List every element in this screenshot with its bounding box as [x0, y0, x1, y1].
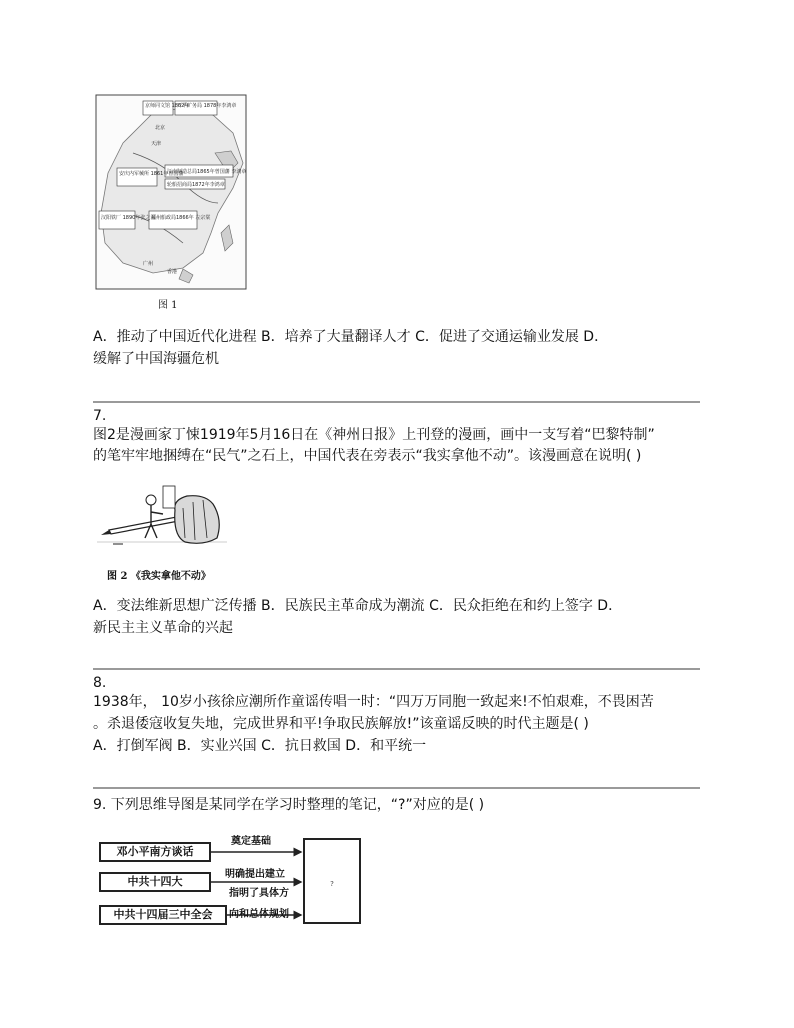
q7-number: 7.	[93, 408, 107, 424]
q7-options-line1: A．变法维新思想广泛传播 B．民族民主革命成为潮流 C．民众拒绝在和约上签字 D．	[93, 598, 623, 614]
q8-stem-line1: 1938年， 10岁小孩徐应潮所作童谣传唱一时：“四万万同胞一致起来!不怕艰难，不畏困苦	[93, 694, 654, 710]
mindmap-node-14th-congress: 中共十四大	[99, 872, 211, 892]
map-city-beijing: 北京	[155, 125, 166, 131]
divider	[93, 668, 700, 670]
map-label-box3: 安庆内军械所 1861年曾国藩	[119, 171, 184, 177]
mindmap-node-3rd-plenum: 中共十四届三中全会	[99, 905, 227, 925]
map-label-box1: 京师同文馆 1862年	[145, 103, 190, 109]
map-label-box2: 开平矿务局 1878年李鸿章	[177, 103, 237, 109]
q7-stem-line1: 图2是漫画家丁悚1919年5月16日在《神州日报》上刊登的漫画，画中一支写着“巴黎特制”	[93, 427, 655, 443]
q9-mindmap	[93, 832, 373, 932]
map-label-box7: 汉阳铁厂 1890年张之洞	[101, 215, 156, 221]
q9-stem: 9. 下列思维导图是某同学在学习时整理的笔记，“?”对应的是( )	[93, 797, 485, 813]
mindmap-edge-label-1: 奠定基础	[231, 836, 271, 847]
map-city-tianjin: 天津	[151, 141, 162, 147]
mindmap-edge-label-2: 明确提出建立	[225, 869, 285, 880]
mindmap-target-mark: ?	[330, 881, 334, 888]
divider	[93, 401, 700, 403]
q8-number: 8.	[93, 675, 107, 691]
mindmap-edge-label-3a: 指明了具体方	[229, 888, 289, 899]
q7-figure-caption: 图 2 《我实拿他不动》	[107, 571, 211, 582]
q6-figure-caption: 图 1	[158, 300, 178, 311]
map-label-box6: 福州船政局1866年 左宗棠	[151, 215, 211, 221]
q6-map-figure	[93, 93, 249, 293]
cartoon-illustration	[93, 480, 231, 562]
map-city-hongkong: 香港	[167, 269, 178, 275]
q7-cartoon-figure	[93, 480, 231, 562]
map-label-box4: 江南制造总局1865年曾国藩 李鸿章	[167, 169, 247, 175]
q7-stem-line2: 的笔牢牢地捆缚在“民气”之石上，中国代表在旁表示“我实拿他不动”。该漫画意在说明( )	[93, 448, 642, 464]
q8-options: A．打倒军阀 B．实业兴国 C．抗日救国 D．和平统一	[93, 738, 427, 754]
map-city-guangzhou: 广州	[143, 261, 154, 267]
mindmap-node-southern-talks: 邓小平南方谈话	[99, 842, 211, 862]
mindmap-edge-label-3b: 向和总体规划	[229, 909, 289, 920]
divider	[93, 787, 700, 789]
map-illustration	[93, 93, 249, 293]
q8-stem-line2: 。杀退倭寇收复失地，完成世界和平!争取民族解放!”该童谣反映的时代主题是( )	[93, 716, 589, 732]
map-label-box5: 轮船招商局1872年李鸿章	[167, 182, 225, 188]
q6-options-line2: 缓解了中国海疆危机	[93, 351, 219, 367]
q6-options-line1: A．推动了中国近代化进程 B．培养了大量翻译人才 C．促进了交通运输业发展 D．	[93, 329, 609, 345]
q7-options-line2: 新民主主义革命的兴起	[93, 620, 233, 636]
